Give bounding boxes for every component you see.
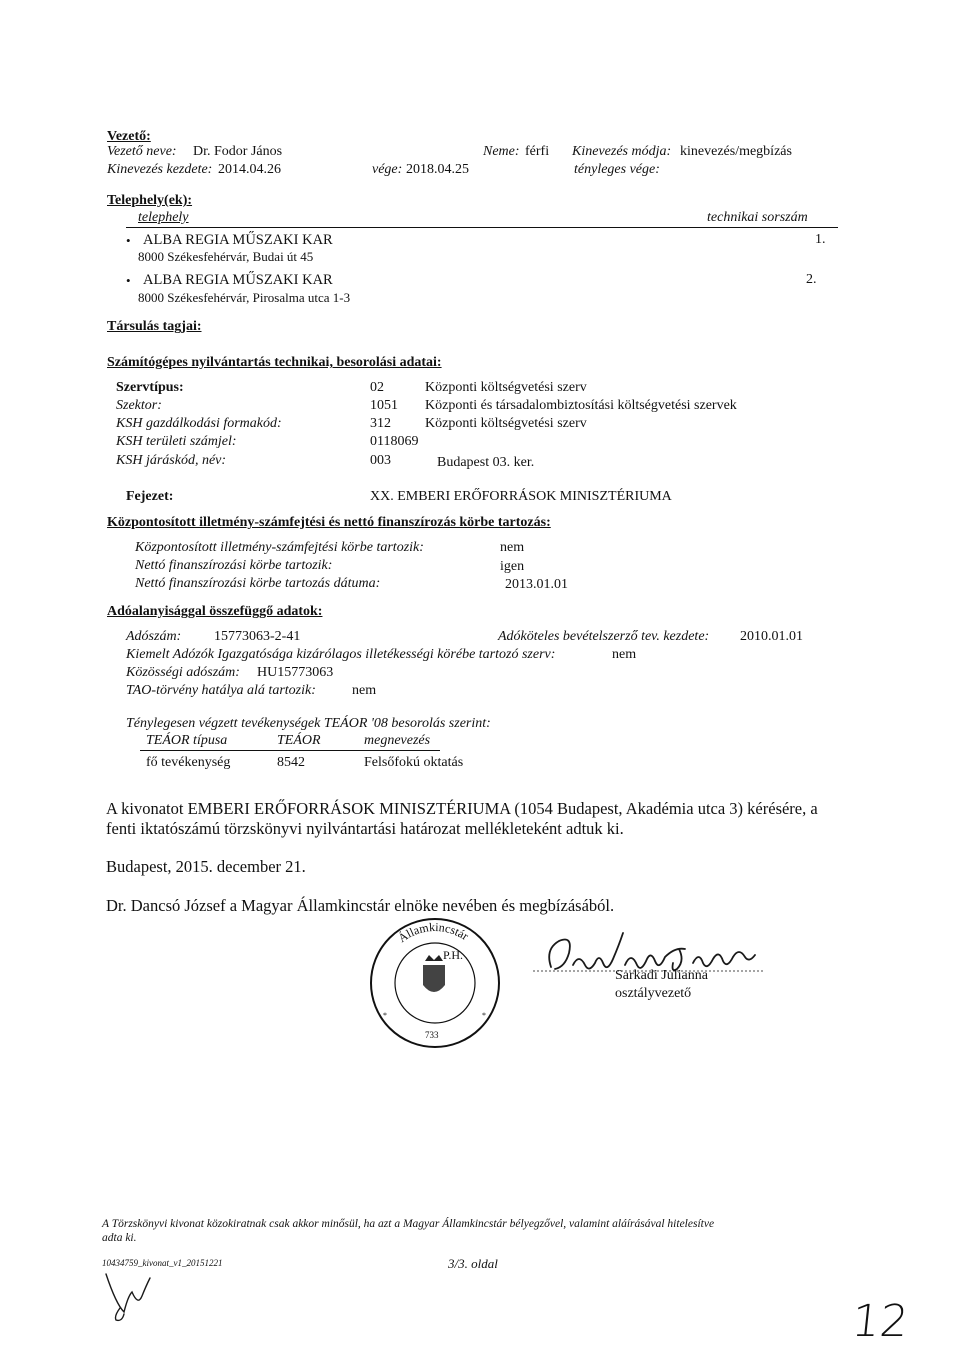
kozp-row-value: igen [500,559,525,574]
kozp-row-label: Nettó finanszírozási körbe tartozik: [135,558,333,573]
footer-note-line2: adta ki. [102,1232,137,1244]
row-desc: Budapest 03. ker. [437,455,535,470]
bevetel-value: 2010.01.01 [740,629,803,644]
adoszam-value: 15773063-2-41 [214,629,301,644]
footer-page-number: 3/3. oldal [448,1256,498,1271]
end-label: vége: [372,162,403,177]
authority-line: Dr. Dancsó József a Magyar Államkincstár elnöke nevében és megbízásából. [106,896,615,915]
kiemelt-label: Kiemelt Adózók Igazgatósága kizárólagos illetékességi körébe tartozó szerv: [126,647,556,662]
site-2-name: ALBA REGIA MŰSZAKI KAR [143,272,333,288]
stamp-number: 733 [425,1030,439,1040]
row-code: 003 [370,453,391,468]
teaor-row-code: 8542 [277,755,305,770]
fejezet-value: XX. EMBERI ERŐFORRÁSOK MINISZTÉRIUMA [370,489,672,504]
teaor-col-type: TEÁOR típusa [146,733,228,748]
appoint-method-label: Kinevezés módja: [572,144,672,159]
heading-vezeto: Vezető: [107,129,151,144]
heading-tarsulas: Társulás tagjai: [107,319,202,334]
tao-value: nem [352,683,377,698]
footer-note-line1: A Törzskönyvi kivonat közokiratnak csak akkor minősül, ha azt a Magyar Államkincstár bélyegzővel, valamint aláírásával hitelesítve [102,1218,715,1230]
col-serial: technikai sorszám [707,210,808,225]
teaor-col-name: megnevezés [364,733,431,748]
col-site: telephely [138,210,189,225]
closing-para-line1: A kivonatot EMBERI ERŐFORRÁSOK MINISZTÉRIUMA (1054 Budapest, Akadémia utca 3) kérésére, a [106,799,818,818]
row-desc: Központi költségvetési szerv [425,416,587,431]
svg-text:*: * [482,1011,486,1020]
bevetel-label: Adóköteles bevételszerző tev. kezdete: [498,629,710,644]
leader-name-value: Dr. Fodor János [193,144,283,159]
site-2-address: 8000 Székesfehérvár, Pirosalma utca 1-3 [138,290,351,305]
teaor-rule [140,750,440,751]
svg-text:*: * [383,1011,387,1020]
site-1-serial: 1. [815,232,826,247]
gender-label: Neme: [483,144,520,159]
actual-end-label: tényleges vége: [574,162,660,177]
kozp-row-label: Központosított illetmény-számfejtési körbe tartozik: [135,540,424,555]
leader-name-label: Vezető neve: [107,144,177,159]
signer-name: Sarkadi Julianna [615,968,708,983]
row-code: 0118069 [370,434,419,449]
row-desc: Központi költségvetési szerv [425,380,587,395]
end-value: 2018.04.25 [406,162,469,177]
signer-title: osztályvezető [615,986,692,1001]
heading-telephely: Telephely(ek): [107,193,193,208]
handwritten-initials [100,1264,160,1329]
row-label: KSH területi számjel: [116,434,237,449]
kozossegi-value: HU15773063 [257,665,334,680]
heading-ado: Adóalanyisággal összefüggő adatok: [107,604,323,619]
closing-para-line2: fenti iktatószámú törzskönyvi nyilvántartási határozat mellékleteként adtuk ki. [106,819,624,838]
telephely-rule [126,227,838,228]
tao-label: TAO-törvény hatálya alá tartozik: [126,683,316,698]
row-code: 1051 [370,398,398,413]
teaor-row-type: fő tevékenység [146,755,231,770]
row-desc: Központi és társadalombiztosítási költségvetési szervek [425,398,737,413]
teaor-col-code: TEÁOR [277,733,321,748]
kozp-row-value: 2013.01.01 [505,577,568,592]
kozossegi-label: Közösségi adószám: [126,665,240,680]
row-label: Szervtípus: [116,380,184,395]
site-1-name: ALBA REGIA MŰSZAKI KAR [143,232,333,248]
teaor-heading: Ténylegesen végzett tevékenységek TEÁOR '08 besorolás szerint: [126,716,491,731]
heading-szamitogepes: Számítógépes nyilvántartás technikai, besorolási adatai: [107,355,442,370]
teaor-row-name: Felsőfokú oktatás [364,755,464,770]
site-1-address: 8000 Székesfehérvár, Budai út 45 [138,249,314,264]
kiemelt-value: nem [612,647,637,662]
start-label: Kinevezés kezdete: [107,162,213,177]
kozp-row-value: nem [500,540,525,555]
appoint-method-value: kinevezés/megbízás [680,144,792,159]
row-code: 312 [370,416,391,431]
stamp-ring-text: Államkincstár [395,919,472,946]
bullet-icon: • [126,233,131,248]
handwritten-page-number: 12 [849,1296,911,1347]
adoszam-label: Adószám: [126,629,182,644]
gender-value: férfi [525,144,550,159]
bullet-icon: • [126,273,131,288]
official-stamp [365,913,505,1053]
heading-kozpontositott: Központosított illetmény-számfejtési és nettó finanszírozás körbe tartozás: [107,515,551,530]
row-label: KSH gazdálkodási formakód: [116,416,282,431]
footer-file-ref: 10434759_kivonat_v1_20151221 [102,1258,223,1268]
row-label: KSH járáskód, név: [116,453,227,468]
site-2-serial: 2. [806,272,817,287]
kozp-row-label: Nettó finanszírozási körbe tartozás dátuma: [135,576,381,591]
row-code: 02 [370,380,384,395]
stamp-center-text: P.H. [443,948,464,962]
fejezet-label: Fejezet: [126,489,174,504]
place-date: Budapest, 2015. december 21. [106,857,306,876]
start-value: 2014.04.26 [218,162,281,177]
row-label: Szektor: [116,398,162,413]
